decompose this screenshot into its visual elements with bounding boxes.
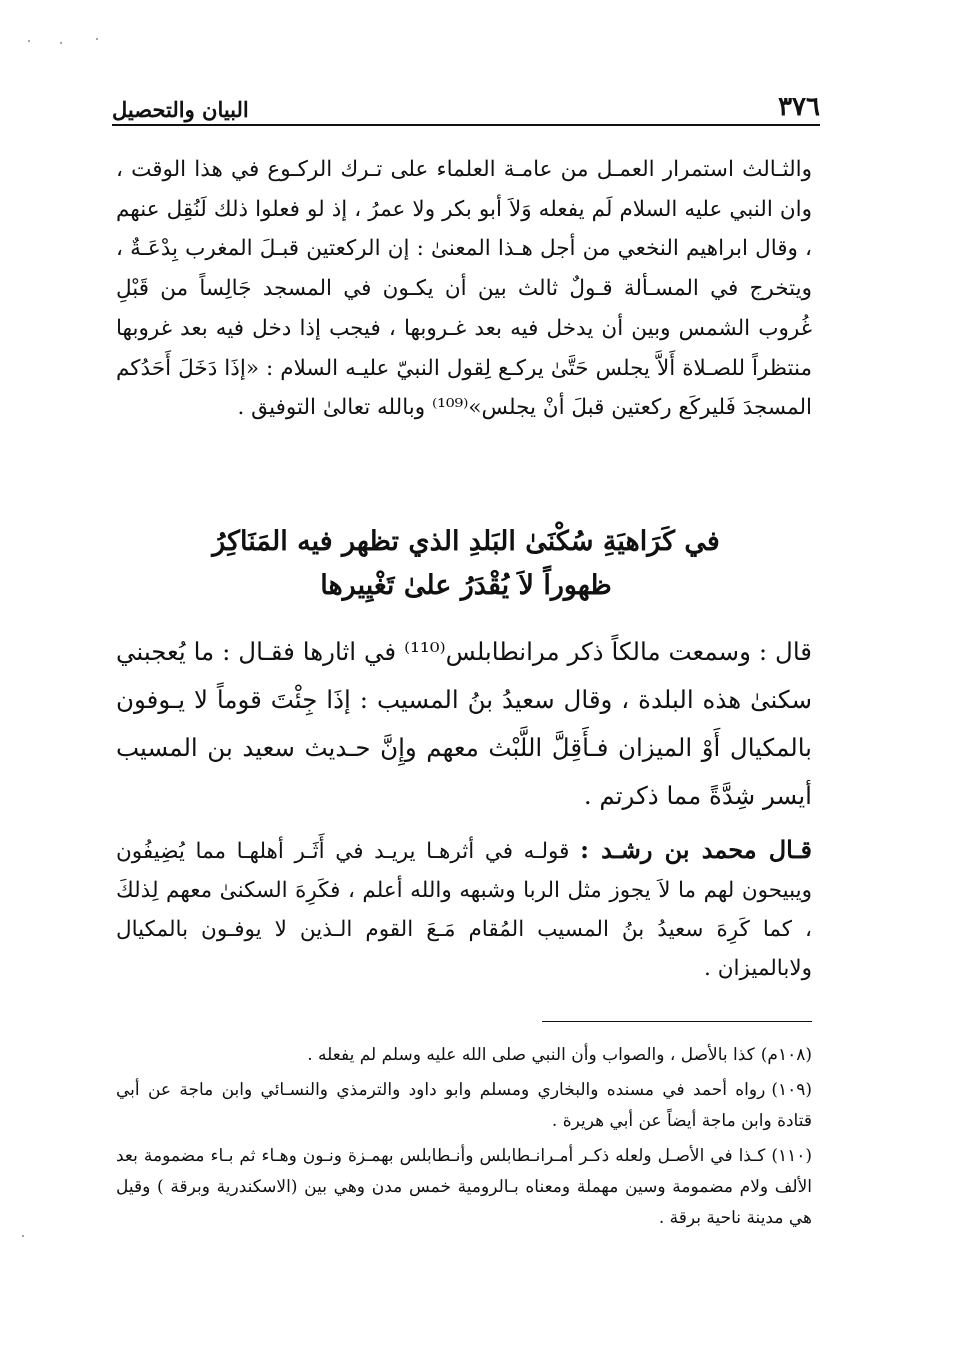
footnote xyxy=(116,1040,812,1071)
scan-speck xyxy=(60,42,62,44)
footnote-marker: (١٠٩) xyxy=(771,1080,812,1100)
running-title: البيان والتحصيل xyxy=(112,97,249,122)
footnotes xyxy=(116,1040,812,1238)
footnote-text: رواه أحمد في مسنده والبخاري ومسلم وابو داود والترمذي والنسـائي وابن ماجة عن أبي قتادة وابن ماجة أيضاً عن أبي هريرة . xyxy=(116,1080,812,1131)
narration-text xyxy=(116,628,812,820)
scan-speck xyxy=(22,1235,24,1237)
scan-speck xyxy=(96,38,98,40)
footnote-text: كذا بالأصل ، والصواب وأن النبي صلى الله عليه وسلم لم يفعله . xyxy=(307,1045,755,1065)
paragraph xyxy=(116,830,812,988)
footnote xyxy=(116,1075,812,1137)
paragraph: والثـالث استمرار العمـل من عامـة العلماء على تـرك الركـوع في هذا الوقت ، وان النبي عليه السلام لَم يفعله وَلاَ أبو بكر ولا عمرُ ، إذ لو فعلوا ذلك لَنُقِل عنهم ، وقال ابراهيم النخعي من أجل هـذا المعنىٰ : إن الركعتين قبـلَ المغرب بِدْعَـةٌ ، ويتخرج في المسـألة قـولٌ ثالث بين أن يكـون في المسجد جَالِساً من قَبْلِ غُروب الشمس وبين أن يدخل فيه بعد غـروبها ، فيجب إذا دخل فيه بعد غروبها منتظراً للصـلاة أَلاَّ يجلس حَتَّىٰ يركـع لِقول النبيّ عليـه السلام : «إذَا دَخَلَ أَحَدُكم المسجدَ فَليركَع ركعتين قبلَ أنْ يجلس»⁽¹⁰⁹⁾ وبالله تعالىٰ التوفيق . xyxy=(116,157,812,421)
section-heading-line-2: ظهوراً لاَ يُقْدَرُ علىٰ تَغْيِيرها xyxy=(320,570,612,601)
footnote-marker: (١١٠) xyxy=(771,1146,812,1166)
first-section-text xyxy=(116,150,812,428)
footnote-text: كـذا في الأصـل ولعله ذكـر أمـرانـطابلس وأنـطابلس بهمـزة ونـون وهـاء ثم بـاء مضمومة بعد الألف ولام مضمومة وسين مهملة ومعناه بـالرومية خمس مدن وهي بين (الاسكندرية وبرقة ) وقيل هي مدينة ناحية برقة . xyxy=(116,1146,812,1228)
page-header xyxy=(112,88,820,126)
page-number: ٣٧٦ xyxy=(778,92,820,122)
commentary-body: قولـه في أثرهـا يريـد في أَثَـر أهلهـا مما يُضِيفُون ويبيحون لهم ما لاَ يجوز مثل الربا وشبهه والله أعلم ، فكَرِهَ السكنىٰ معهم لِذلكَ ، كما كَرِهَ سعيدُ بنُ المسيب المُقام مَـعَ القوم الـذين لا يوفـون بالمكيال ولابالميزان . xyxy=(116,839,812,981)
footnote xyxy=(116,1141,812,1234)
footnote-marker: (١٠٨م) xyxy=(760,1045,812,1065)
scan-speck xyxy=(28,40,30,42)
footnote-separator xyxy=(542,1021,812,1022)
commentator-label: قـال محمد بن رشـد : xyxy=(580,835,812,864)
section-heading xyxy=(112,520,820,608)
paragraph: قال : وسمعت مالكاً ذكر مرانطابلس⁽¹¹⁰⁾ في اثارها فقـال : ما يُعجبني سكنىٰ هذه البلدة ، وقال سعيدُ بنُ المسيب : إذَا جِئْتَ قوماً لا يـوفون بالمكيال أَوْ الميزان فـأَقِلَّ اللَّبْث معهم وإِنَّ حـديث سعيد بن المسيب أيسر شِدَّةً مما ذكرتم . xyxy=(116,637,812,810)
section-heading-line-1: في كَرَاهيَةِ سُكْنَىٰ البَلدِ الذي تظهر فيه المَنَاكِرُ xyxy=(212,526,720,557)
commentary-text xyxy=(116,830,812,988)
